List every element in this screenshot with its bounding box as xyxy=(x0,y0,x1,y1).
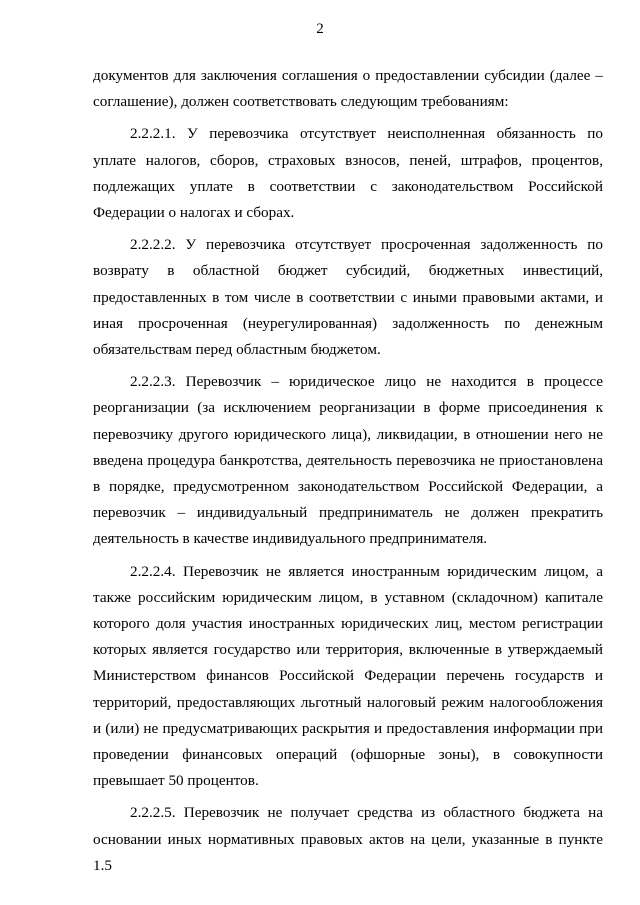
paragraph-2-2-2-2: 2.2.2.2. У перевозчика отсутствует просроченная задолженность по возврату в областной бюджет субсидий, бюджетных инвестиций, предоставленных в том числе в соответствии с иными правовыми актами, и иная просроченная (неурегулированная) задолженность по денежным обязательствам перед областным бюджетом. xyxy=(93,236,603,359)
page-number: 2 xyxy=(316,21,324,37)
paragraph-2-2-2-4: 2.2.2.4. Перевозчик не является иностранным юридическим лицом, а также российским юридическим лицом, в уставном (складочном) капитале которого доля участия иностранных юридических лиц, местом регистрации которых является государство или территория, включенные в утверждаемый Министерством финансов Российской Федерации перечень государств и территорий, предоставляющих льготный налоговый режим налогообложения и (или) не предусматривающих раскрытия и предоставления информации при проведении финансовых операций (офшорные зоны), в совокупности превышает 50 процентов. xyxy=(93,562,603,790)
paragraph-2-2-2-3: 2.2.2.3. Перевозчик – юридическое лицо не находится в процессе реорганизации (за исключением реорганизации в форме присоединения к перевозчику другого юридического лица), ликвидации, в отношении него не введена процедура банкротства, деятельность перевозчика не приостановлена в порядке, предусмотренном законодательством Российской Федерации, а перевозчик – индивидуальный предприниматель не должен прекратить деятельность в качестве индивидуального предпринимателя. xyxy=(93,373,603,548)
paragraph-2-2-2-5: 2.2.2.5. Перевозчик не получает средства из областного бюджета на основании иных нормативных правовых актов на цели, указанные в пункте 1.5 xyxy=(93,804,603,874)
document-body xyxy=(93,63,603,879)
paragraph-intro: документов для заключения соглашения о предоставлении субсидии (далее – соглашение), должен соответствовать следующим требованиям: xyxy=(93,67,603,111)
paragraph-2-2-2-1: 2.2.2.1. У перевозчика отсутствует неисполненная обязанность по уплате налогов, сборов, страховых взносов, пеней, штрафов, процентов, подлежащих уплате в соответствии с законодательством Российской Федерации о налогах и сборах. xyxy=(93,125,603,222)
